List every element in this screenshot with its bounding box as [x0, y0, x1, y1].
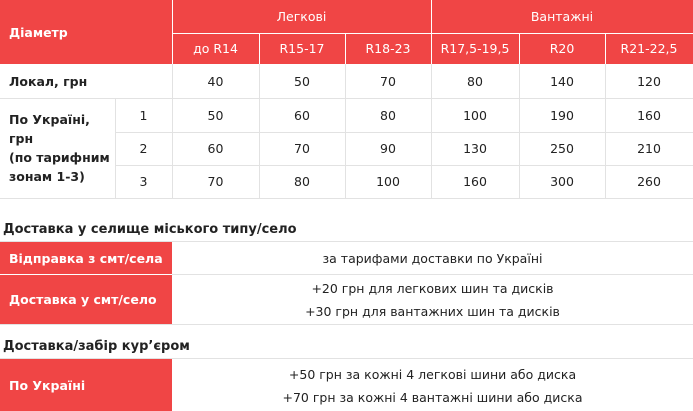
village-row-label: Відправка з смт/села [0, 242, 172, 274]
size-header: R20 [549, 41, 575, 56]
courier-row-value: +50 грн за кожні 4 легкові шини або диска [288, 367, 577, 382]
size-header: R17,5-19,5 [440, 41, 510, 56]
village-section-title: Доставка у селище міського типу/село [3, 222, 297, 237]
price-cell: 60 [207, 141, 224, 156]
price-cell: 80 [294, 174, 310, 189]
price-cell: 80 [380, 107, 396, 123]
price-cell: 90 [380, 141, 396, 156]
ukraine-label-line: зонам 1-3) [9, 169, 85, 184]
courier-section-title: Доставка/забір кур’єром [3, 339, 190, 354]
price-cell: 100 [376, 174, 400, 189]
ukraine-label-line: По Україні, грн [9, 112, 90, 146]
zone-number: 2 [139, 141, 148, 156]
price-cell: 70 [294, 141, 310, 156]
price-cell: 50 [207, 107, 224, 123]
zone-number: 1 [139, 107, 148, 123]
price-cell: 70 [207, 174, 224, 189]
price-cell: 260 [637, 174, 661, 189]
price-cell: 60 [294, 107, 310, 123]
size-header: R18-23 [365, 41, 411, 56]
village-row-label: Доставка у смт/село [0, 275, 172, 324]
price-cell: 160 [463, 174, 487, 189]
price-cell: 190 [550, 107, 574, 123]
price-cell: 120 [637, 73, 661, 89]
village-row-value: +30 грн для вантажних шин та дисків [305, 304, 560, 319]
size-header: R21-22,5 [620, 41, 678, 56]
local-row-label: Локал, грн [9, 73, 88, 89]
price-cell: 250 [550, 141, 574, 156]
courier-row-value: +70 грн за кожні 4 вантажні шини або диска [282, 390, 583, 405]
price-cell: 70 [380, 73, 396, 89]
ukraine-row-label [0, 98, 115, 198]
price-cell: 100 [463, 107, 487, 123]
price-cell: 130 [463, 141, 487, 156]
price-cell: 140 [550, 73, 574, 89]
price-cell: 40 [207, 73, 224, 89]
price-cell: 50 [294, 73, 310, 89]
group-truck-header: Вантажні [530, 9, 594, 24]
village-row-value: за тарифами доставки по Україні [322, 251, 543, 266]
price-cell: 160 [637, 107, 661, 123]
group-light-header: Легкові [276, 9, 327, 24]
price-cell: 300 [550, 174, 574, 189]
size-header: до R14 [193, 41, 238, 56]
courier-row-label: По Україні [0, 359, 172, 411]
village-row-value: +20 грн для легкових шин та дисків [311, 281, 554, 296]
size-header: R15-17 [279, 41, 325, 56]
ukraine-label-line: (по тарифним [9, 150, 110, 165]
price-cell: 80 [467, 73, 483, 89]
price-cell: 210 [637, 141, 661, 156]
zone-number: 3 [139, 174, 148, 189]
diameter-header: Діаметр [9, 24, 68, 40]
